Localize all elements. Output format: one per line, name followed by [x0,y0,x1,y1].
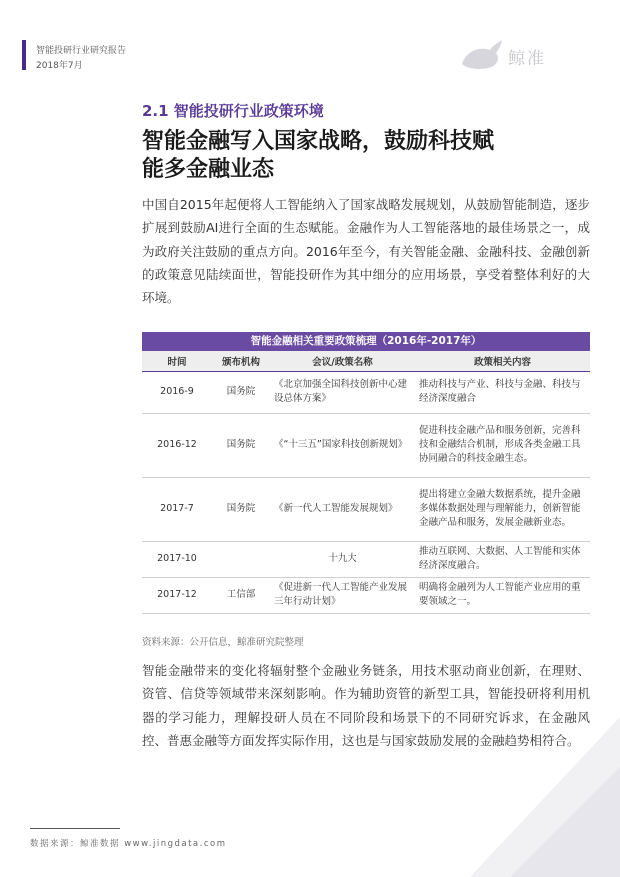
footer-divider [30,828,120,829]
headline-line-2: 能多金融业态 [142,157,275,182]
cell-content: 提出将建立金融大数据系统，提升金融多媒体数据处理与理解能力，创新智能金融产品和服务，发展金融新业态。 [415,477,590,541]
report-date: 2018年7月 [36,61,83,71]
cell-time: 2016-9 [142,371,212,413]
footer-source: 数据来源：鲸准数据 www.jingdata.com [30,839,227,849]
corner-decoration [470,717,620,877]
cell-content: 明确将金融列为人工智能产业应用的重要领域之一。 [415,577,590,613]
cell-time: 2017-10 [142,541,212,577]
cell-content: 促进科技金融产品和服务创新，完善科技和金融结合机制，形成各类金融工具协同融合的科技金融生态。 [415,413,590,477]
cell-time: 2017-7 [142,477,212,541]
body-paragraph: 智能金融带来的变化将辐射整个金融业务链条，用技术驱动商业创新，在理财、资管、信贷等领域带来深刻影响。作为辅助资管的新型工具，智能投研将利用机器的学习能力，理解投研人员在不同阶段和场景下的不同研究诉求，在金融风控、普惠金融等方面发挥实际作用，这也是与国家鼓励发展的金融趋势相符合。 [142,663,590,748]
table-row [142,477,590,541]
logo-text: 鲸准 [508,49,546,69]
page-headline [142,128,592,184]
table-header-row [142,351,590,371]
header-content: 政策相关内容 [415,351,590,371]
cell-policy-name: 《“十三五”国家科技创新规划》 [270,413,415,477]
header-time: 时间 [142,351,212,371]
cell-policy-name: 《促进新一代人工智能产业发展三年行动计划》 [270,577,415,613]
cell-content: 推动互联网、大数据、人工智能和实体经济深度融合。 [415,541,590,577]
table-row [142,371,590,413]
cell-content: 推动科技与产业、科技与金融、科技与经济深度融合 [415,371,590,413]
table-title: 智能金融相关重要政策梳理（2016年-2017年） [142,332,590,351]
cell-time: 2016-12 [142,413,212,477]
policy-table [142,332,590,614]
header-accent-bar [22,40,26,70]
table-row [142,413,590,477]
cell-org: 国务院 [212,477,270,541]
cell-policy-name: 《新一代人工智能发展规划》 [270,477,415,541]
section-label: 2.1 智能投研行业政策环境 [142,102,324,120]
intro-paragraph: 中国自2015年起便将人工智能纳入了国家战略发展规划，从鼓励智能制造，逐步扩展到鼓励AI进行全面的生态赋能。金融作为人工智能落地的最佳场景之一，成为政府关注鼓励的重点方向。2016年至今，有关智能金融、金融科技、金融创新的政策意见陆续面世，智能投研作为其中细分的应用场景，享受着整体利好的大环境。 [142,197,590,306]
logo [460,36,570,76]
headline-line-1: 智能金融写入国家战略，鼓励科技赋 [142,129,495,154]
header-policy-name: 会议/政策名称 [270,351,415,371]
cell-org: 国务院 [212,371,270,413]
report-title: 智能投研行业研究报告 [36,46,127,56]
cell-org: 国务院 [212,413,270,477]
cell-policy-name: 十九大 [270,541,415,577]
table-source-note: 资料来源：公开信息，鲸准研究院整理 [142,637,304,648]
table-row [142,577,590,613]
whale-icon [460,38,504,72]
cell-policy-name: 《北京加强全国科技创新中心建设总体方案》 [270,371,415,413]
table-row [142,541,590,577]
cell-time: 2017-12 [142,577,212,613]
cell-org [212,541,270,577]
header-org: 颁布机构 [212,351,270,371]
cell-org: 工信部 [212,577,270,613]
